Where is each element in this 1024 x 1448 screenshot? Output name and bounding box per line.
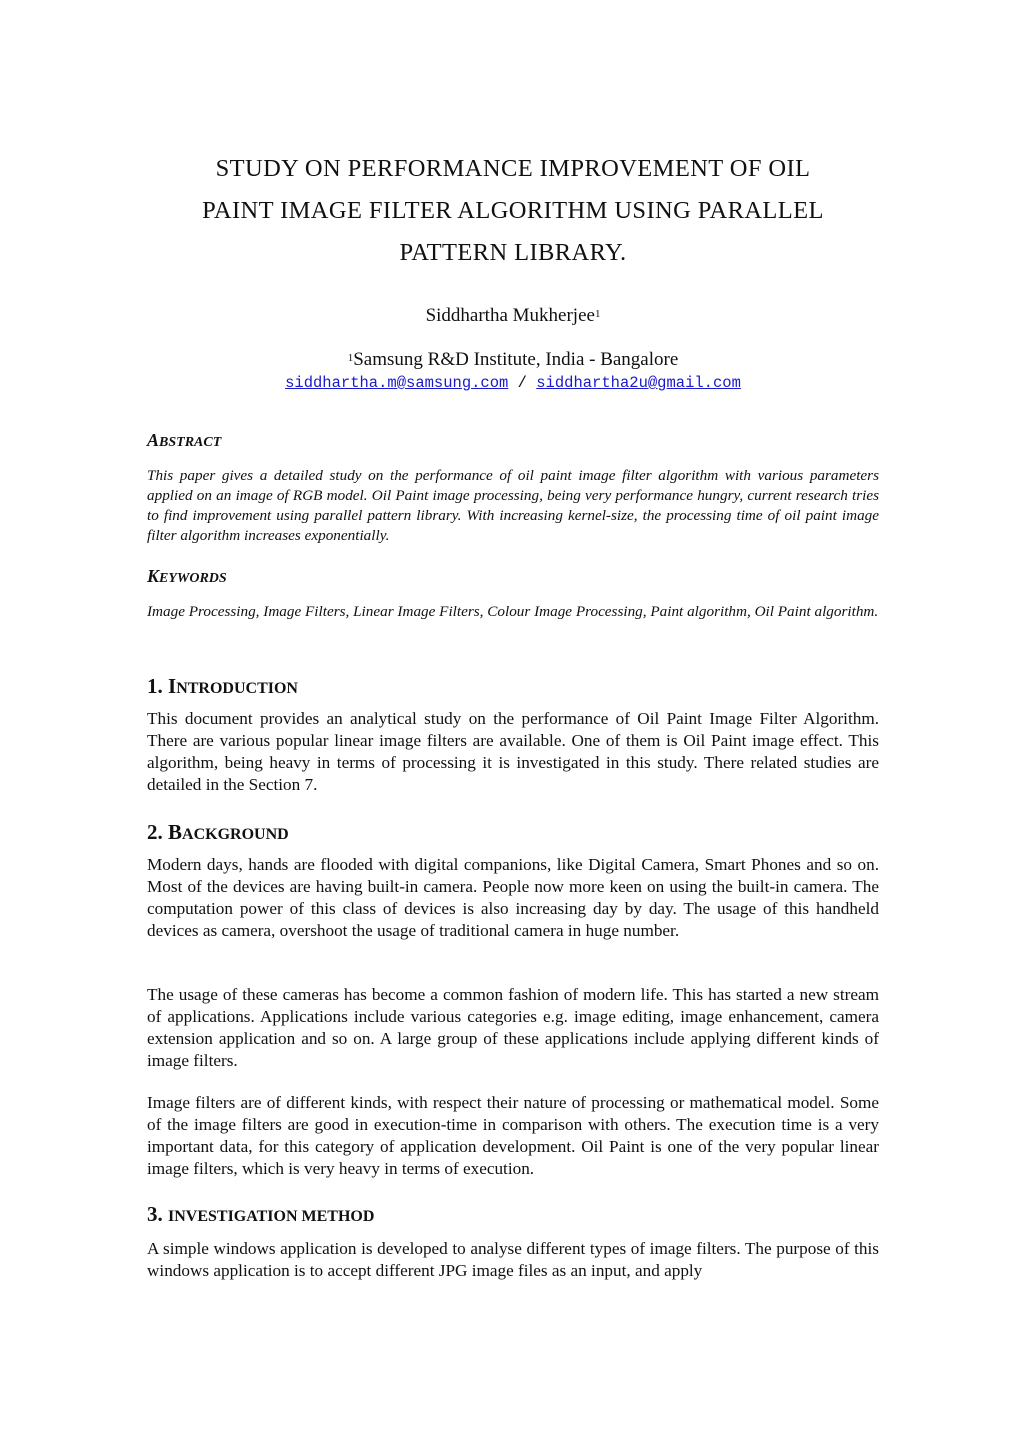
email-line (147, 372, 879, 394)
abstract-heading-rest: BSTRACT (159, 435, 222, 450)
keywords-heading-rest: EYWORDS (159, 571, 227, 586)
section-title-initial: B (168, 820, 183, 844)
background-paragraph-3: Image filters are of different kinds, with respect their nature of processing or mathematical model. Some of the image filters are good in execution-time in comparison with others. The execution time is a very important data, for this category of application development. Oil Paint is one of the very popular linear image filters, which is very heavy in terms of execution. (147, 1093, 879, 1178)
background-paragraph-2: The usage of these cameras has become a common fashion of modern life. This has started a new stream of applications. Applications include various categories e.g. image editing, image enhancement, camera extension application and so on. A large group of these applications include applying different kinds of image filters. (147, 985, 879, 1070)
affiliation-text: Samsung R&D Institute, India - Bangalore (353, 349, 679, 370)
section-number: 1. (147, 674, 168, 698)
section-number: 2. (147, 820, 168, 844)
section-heading-introduction (147, 672, 298, 703)
background-paragraph-1: Modern days, hands are flooded with digital companions, like Digital Camera, Smart Phones and so on. Most of the devices are having built-in camera. People now more keen on using the built-in camera. The computation power of this class of devices is also increasing day by day. The usage of this handheld devices as camera, overshoot the usage of traditional camera in huge number. (147, 855, 879, 940)
section-title-initial: I (168, 674, 177, 698)
section-number: 3. (147, 1202, 168, 1226)
abstract-text: This paper gives a detailed study on the performance of oil paint image filter algorithm with various parameters applied on an image of RGB model. Oil Paint image processing, being very performance hungry, current research tries to find improvement using parallel pattern library. With increasing kernel-size, the processing time of oil paint image filter algorithm increases exponentially. (147, 467, 879, 544)
email-link-primary[interactable]: siddhartha.m@samsung.com (285, 374, 509, 392)
introduction-paragraph: This document provides an analytical study on the performance of Oil Paint Image Filter Algorithm. There are various popular linear image filters are available. One of them is Oil Paint image effect. This algorithm, being heavy in terms of processing it is investigated in this study. There related studies are detailed in the Section 7. (147, 709, 879, 794)
section-heading-background (147, 818, 289, 849)
email-separator: / (508, 374, 537, 392)
author-name: Siddhartha Mukherjee (425, 305, 595, 326)
investigation-paragraph: A simple windows application is developed to analyse different types of image filters. The purpose of this windows application is to accept different JPG image files as an input, and apply (147, 1239, 879, 1280)
keywords-text: Image Processing, Image Filters, Linear Image Filters, Colour Image Processing, Paint algorithm, Oil Paint algorithm. (147, 603, 879, 620)
abstract-heading (147, 428, 221, 455)
affiliation-superscript: 1 (347, 352, 354, 364)
abstract-heading-initial: A (147, 430, 160, 450)
paper-title (147, 148, 879, 274)
title-line: PATTERN LIBRARY. (399, 239, 627, 266)
section-title-rest: NTRODUCTION (176, 680, 298, 697)
title-line: STUDY ON PERFORMANCE IMPROVEMENT OF OIL (215, 155, 811, 182)
section-title-rest: ACKGROUND (182, 826, 289, 843)
keywords-heading-initial: K (147, 566, 160, 586)
author-superscript: 1 (594, 308, 601, 320)
email-link-secondary[interactable]: siddhartha2u@gmail.com (536, 374, 741, 392)
affiliation-line (147, 346, 879, 374)
section-title-rest: INVESTIGATION METHOD (168, 1208, 375, 1225)
author-line (147, 302, 879, 330)
section-heading-investigation-method (147, 1200, 374, 1231)
keywords-heading (147, 564, 227, 591)
title-line: PAINT IMAGE FILTER ALGORITHM USING PARALLEL (202, 197, 824, 224)
